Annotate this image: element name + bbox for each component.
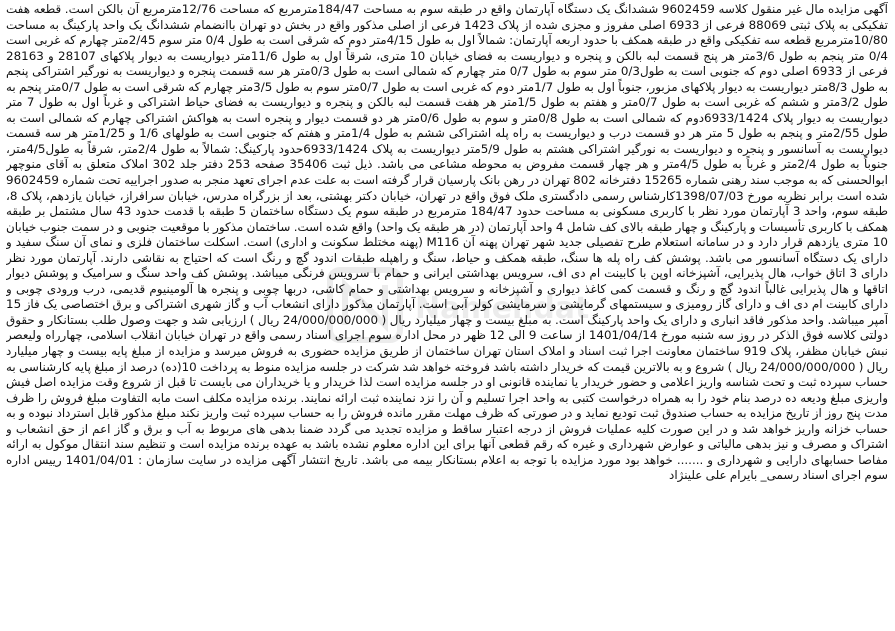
watermark-text: Namehdat [415,291,590,326]
auction-notice [6,2,888,628]
notice-body-text: آگهی مزایده مال غیر منقول کلاسه 9602459 ششدانگ یک دستگاه آپارتمان واقع در طبقه سوم به مساحت 184/47مترمربع که مساحت 12/76مترمربع آن بالکن است. قطعه هفت تفکیکی به پلاک ثبتی 88069 فرعی از 6933 اصلی مفروز و مجزی شده از پلاک 1423 فرعی از اصلی مذکور واقع در بخش دو تهران باانضمام ششدانگ یک واحد پارکینگ به مساحت 10/80مترمربع قطعه سه تفکیکی واقع در طبقه همکف با حدود اربعه آپارتمان: شمالاً اول به طول 4/15متر دوم که شرقی است به طول 0/4 متر سوم 2/45متر چهارم که غربی است 0/4 متر پنجم به طول 3/6متر هر پنج قسمت لبه بالکن و پنجره و دیواریست به فضای خیابان 10 متری، شرقاً اول به طول 11/6متر دیواریست به دیوار پلاکهای 28107 و 28163 فرعی از 6933 اصلی دوم که جنوبی است به طول0/3 متر سوم به طول 0/7 متر چهارم که شمالی است به طول 0/3متر هر سه قسمت پنجره و دیواریست به نورگیر اشتراکی پنجم به طول 8/3متر دیواریست به دیوار پلاکهای مزبور، جنوباً اول به طول 1/7متر دوم که غربی است به طول 0/7متر سوم به طول 3/5متر چهارم که شرقی است به طول 0/7متر پنجم به طول 3/2متر و ششم که غربی است به طول 0/7متر و هفتم به طول 1/5متر هر هفت قسمت لبه بالکن و پنجره و دیواریست به فضای حیاط اشتراکی و غرباً اول به طول 7 متر دیواریست به دیوار پلاک 6933/1424دوم که شمالی است به طول 0/8متر و سوم به طول 0/6متر هر دو قسمت دیوار و پنجره است به هواکش اشتراکی چهارم که شمالی است به طول 2/55متر و پنجم به طول 5 متر هر دو قسمت درب و دیواریست به راه پله اشتراکی ششم به طول 1/4متر و هفتم که جنوبی است به طولهای 1/6 و 1/25متر هر سه قسمت دیواریست به آسانسور و پنجره و دیواریست به نورگیر اشتراکی هشتم به طول 5/9متر دیواریست به پلاک 6933/1424حدود پارکینگ: شمالاً به طول 2/4متر، شرقاً به طول4/5متر، جنوباً به طول 2/4متر و غرباً به طول 4/5متر و هر چهار قسمت مفروض به محوطه مشاعی می باشد. ذیل ثبت 35406 صفحه 253 دفتر جلد 302 املاک متعلق به آقای منوچهر ابوالحسنی که به موجب سند رهنی شماره 15265 دفترخانه 802 تهران در رهن بانک پارسیان قرار گرفته است به علت عدم اجرای تعهد منجر به صدور اجراییه تحت شماره 9602459 شده است برابر نظریه مورخ 1398/07/03کارشناس رسمی دادگستری ملک فوق واقع در تهران، خیابان دکتر بهشتی، بعد از بزرگراه مدرس، خیابان سرافراز، خیابان یازدهم، پلاک 8، طبقه سوم، واحد 3 آپارتمان مورد نظر با کاربری مسکونی به مساحت حدود 184/47 مترمربع در طبقه سوم یک دستگاه ساختمان 5 طبقه با قدمت حدود 43 سال مشتمل بر طبقه همکف با کاربری تأسیسات و پارکینگ و چهار طبقه بالای کف شامل 4 واحد آپارتمان (در هر طبقه یک واحد) واقع شده است. ساختمان مذکور با موقعیت جنوبی و در سمت جنوب خیابان 10 متری یازدهم قرار دارد و در سامانه استعلام طرح تفصیلی جدید شهر تهران پهنه آن M116 (پهنه مختلط سکونت و اداری) است. اسکلت ساختمان فلزی و نمای آن سنگ سفید و دارای یک دستگاه آسانسور می باشد. پوشش کف راه پله ها سنگ، طبقه همکف و حیاط، سنگ و راهپله طبقات اندود گچ و رنگ است که احتیاج به نقاشی دارند. آپارتمان مورد نظر دارای 3 اتاق خواب، هال پذیرایی، آشپزخانه اوپن با کابینت ام دی اف، سرویس بهداشتی ایرانی و حمام با سرویس فرنگی میباشد. پوشش کف واحد سنگ و سرامیک و پوشش دیوار اتاقها و هال پذیرایی غالباً اندود گچ و رنگ و قسمت کمی کاغذ دیواری و آشپزخانه و سرویس بهداشتی و حمام کاشی، دربها چوبی و پنجره ها آلومینیوم قدیمی، درب ورودی چوبی و دارای کابینت ام دی اف و دارای گاز رومیزی و سیستمهای گرمایشی و سرمایشی کولر آبی است. آپارتمان مذکور دارای انشعاب آب و گاز شهری اشتراکی و برق اختصاصی یک فاز 15 آمپر میباشد. واحد مذکور فاقد انباری و دارای یک واحد پارکینگ است. به مبلغ بیست و چهار میلیارد ریال ( 24/000/000/000 ریال ) ارزیابی شد و جهت وصول طلب بستانکار و حقوق دولتی کلاسه فوق الذکر در روز سه شنبه مورخ 1401/04/14 از ساعت 9 الی 12 ظهر در محل اداره سوم اجرای اسناد رسمی واقع در تهران خیابان انقلاب اسلامی، چهارراه ولیعصر نبش خیابان مظفر، پلاک 919 ساختمان معاونت اجرا ثبت اسناد و املاک استان تهران ساختمان از طریق مزایده حضوری به فروش میرسد و مزایده از مبلغ پایه بیست و چهار میلیارد ریال ( 24/000/000/000 ریال ) شروع و به بالاترین قیمت که خریدار داشته باشد فروخته خواهد شد شرکت در جلسه مزایده منوط به پرداخت 10(ده) درصد از مبلغ پایه کارشناسی به حساب سپرده ثبت و تحت شناسه واریز اعلامی و حضور خریدار یا نماینده قانونی او در جلسه مزایده است لذا خریدار و یا خریداران می بایست تا قبل از شروع وقت مزایده اصل فیش واریزی مبلغ ودیعه ده درصد بنام خود را به همراه درخواست کتبی به واحد اجرا تسلیم و آن را نزد نماینده ثبت ارائه نمایند. برنده مزایده مکلف است مابه التفاوت مبلغ فروش را ظرف مدت پنج روز از تاریخ مزایده به حساب صندوق ثبت تودیع نماید و در صورتی که ظرف مهلت مقرر مانده فروش را به حساب سپرده ثبت واریز نکند مبلغ مذکور قابل استرداد نبوده و به حساب خزانه واریز خواهد شد و در این صورت کلیه عملیات فروش از درجه اعتبار ساقط و مزایده تجدید می گردد ضمنا بدهی های مربوط به آب و برق و گاز اعم از حق انشعاب و اشتراک و مصرف و نیز بدهی مالیاتی و عوارض شهرداری و غیره که رقم قطعی آنها برای این اداره معلوم نشده باشد به عهده برنده مزایده است و تنظیم سند انتقال موکول به ارائه مفاصا حسابهای دارایی و شهرداری و ....... خواهد بود مورد مزایده با توجه به اعلام بستانکار بیمه می باشد. تاریخ انتشار آگهی مزایده در سایت سازمان : 1401/04/01 رییس اداره سوم اجرای اسناد رسمی_ بایرام علی علینژاد [6,2,888,483]
